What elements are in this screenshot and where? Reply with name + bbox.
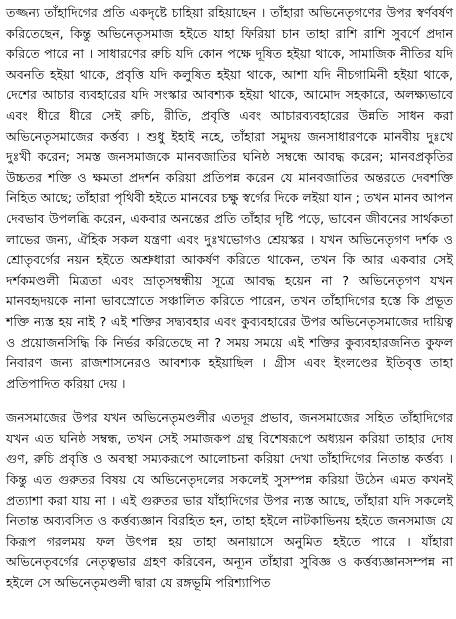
paragraph-1: তজ্জন্য তাঁহাদিগের প্রতি একদৃষ্টে চাহিয়া রহিয়াছেন । তাঁহারা অভিনেতৃগণের উপর স্বর্ণবর্ষণ করিতেছেন, কিন্তু অভিনেতৃসমাজ হইতে যাহা ফিরিয়া চান তাহা রাশি রাশি সুবর্ণে প্রদান করিতে পারে না । সাধারণের রুচি যদি কোন পক্ষে দূষিত হইয়া থাকে, সামাজিক নীতির যদি অবনতি হইয়া থাকে, প্রবৃত্তি যদি কলুষিত হইয়া থাকে, আশা যদি নীচগামিনী হইয়া থাকে, দেশের আচার ব্যবহারের যদি সংস্কার আবশ্যক হইয়া থাকে, আমোদ সহকারে, অলক্ষ্যভাবে এবং ধীরে ধীরে সেই রুচি, রীতি, প্রবৃত্তি এবং আচারব্যবহারের উন্নতি সাধন করা অভিনেতৃসমাজের কর্ত্তব্য । শুধু ইহাই নহে, তাঁহারা সমুদয় জনসাধারণকে মানবীয় দুঃখে দুঃখী করেন; সমস্ত জনসমাজকে মানবজাতির ঘনিষ্ঠ সম্বন্ধে আবদ্ধ করেন; মানবপ্রকৃতির উচ্চতর শক্তি ও ক্ষমতা প্রদর্শন করিয়া প্রতিপন্ন করেন যে মানবজাতির অন্তরতে দেবশক্তি নিহিত আছে; তাঁহারা পৃথিবী হইতে মানবের চক্ষু স্বর্গের দিকে লইয়া যান ; তখন মানব আপন দেবভাব উপলব্ধি করেন, একবার অনন্তের প্রতি তাঁহার দৃষ্টি পড়ে, ভাবেন জীবনের সার্থকতা লাভের জন্য, ঐহিক সকল যন্ত্রণা এবং দুঃখভোগও শ্রেয়স্কর । যখন অভিনেতৃগণ দর্শক ও শ্রোতৃবর্গের নয়ন হইতে অশ্রুধারা আকর্ষণ করিতে থাকেন, তখন কি আর একবার সেই দর্শকমণ্ডলী মিত্রতা এবং ভ্রাতৃসম্বন্ধীয় সূত্রে আবদ্ধ হয়েন না ? অভিনেতৃগণ যখন মানবহৃদয়কে নানা ভাবস্রোতে সঞ্চালিত করিতে পারেন, তখন তাঁহাদিগের হস্তে কি প্রভূত শক্তি ন্যস্ত হয় নাই ? এই শক্তির সদ্ব্যবহার এবং কুব্যবহারের উপর অভিনেতৃসমাজের দায়িত্ব ও প্রয়োজনসিদ্ধি কি নির্ভর করিতেছে না ? সময় সময়ে এই শক্তির কুব্যবহারজনিত কুফল নিবারণ জন্য রাজশাসনেরও আবশ্যক হইয়াছিল । গ্রীস এবং ইংলণ্ডের ইতিবৃত্ত তাহা প্রতিপাদিত করিয়া দেয় । — [6, 5, 454, 391]
paragraph-2: জনসমাজের উপর যখন অভিনেতৃমণ্ডলীর এতদূর প্রভাব, জনসমাজের সহিত তাঁহাদিগের যখন এত ঘনিষ্ঠ সম্বন্ধ, তখন সেই সমাজকপ গ্রন্থ বিশেষরূপে অধ্যয়ন করিয়া তাহার দোষ গুণ, রুচি প্রবৃত্তি ও অবস্থা সম্যকরূপে আলোচনা করিয়া দেখা তাঁহাদিগের নিতান্ত কর্ত্তব্য । কিন্তু এত গুরুতর বিষয় যে অভিনেতৃদলের সকলেই সুসম্পন্ন করিয়া উঠেন এমত কখনই প্রত্যাশা করা যায় না । এই গুরুতর ভার যাঁহাদিগের উপর ন্যস্ত আছে, তাঁহারা যদি সকলেই নিতান্ত অব্যবসিত ও কর্ত্তব্যজ্ঞান বিরহিত হন, তাহা হইলে নাটকাভিনয় হইতে জনসমাজ যে কিরূপ গরলময় ফল উৎপন্ন হয় তাহা অনায়াসে অনুমিত হইতে পারে । যাঁহারা অভিনেতৃবর্গের নেতৃত্বভার গ্রহণ করিবেন, অন্যূন তাঁহারা সুবিজ্ঞ ও কর্ত্তব্যজ্ঞানসম্পন্ন না হইলে সে অভিনেতৃমণ্ডলী দ্বারা যে রঙ্গভূমি পরিশ্যাপিত — [6, 410, 453, 591]
